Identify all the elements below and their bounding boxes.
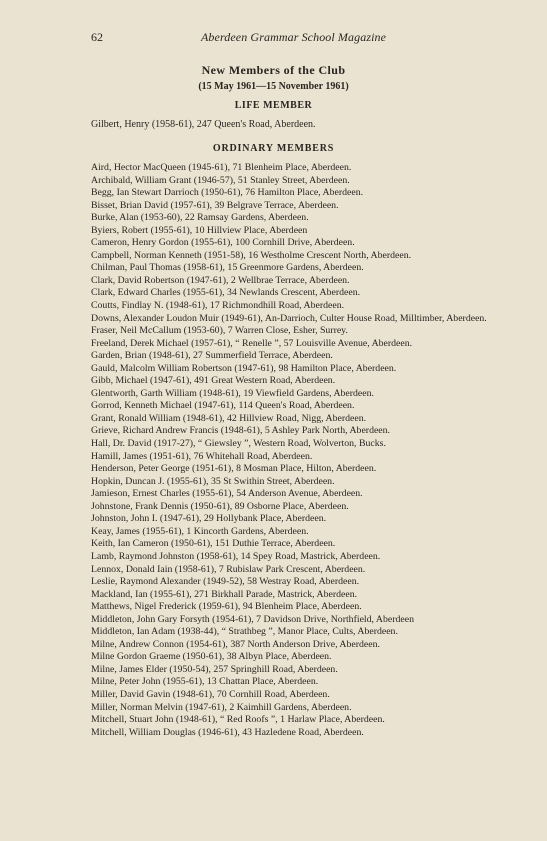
- page-header: [91, 30, 511, 48]
- member-entry: Middleton, John Gary Forsyth (1954-61), 7 Davidson Drive, Northfield, Aberdeen: [91, 613, 414, 625]
- member-entry: Miller, Norman Melvin (1947-61), 2 Kaimhill Gardens, Aberdeen.: [91, 701, 352, 713]
- member-entry: Burke, Alan (1953-60), 22 Ramsay Gardens, Aberdeen.: [91, 212, 309, 224]
- running-title: Aberdeen Grammar School Magazine: [201, 30, 387, 44]
- page-number: 62: [91, 30, 103, 44]
- member-entry: Archibald, William Grant (1946-57), 51 Stanley Street, Aberdeen.: [91, 174, 350, 186]
- section-title: New Members of the Club: [201, 63, 346, 77]
- member-entry: Middleton, Ian Adam (1938-44), “ Strathbeg ”, Manor Place, Cults, Aberdeen.: [91, 626, 398, 638]
- member-entry: Clark, Edward Charles (1955-61), 34 Newlands Crescent, Aberdeen.: [91, 287, 361, 299]
- member-entry: Jamieson, Ernest Charles (1955-61), 54 Anderson Avenue, Aberdeen.: [91, 488, 363, 500]
- member-entry: Campbell, Norman Kenneth (1951-58), 16 Westholme Crescent North, Aberdeen.: [91, 249, 412, 261]
- member-entry: Grant, Ronald William (1948-61), 42 Hillview Road, Nigg, Aberdeen.: [91, 412, 367, 424]
- member-entry: Milne Gordon Graeme (1950-61), 38 Albyn Place, Aberdeen.: [91, 651, 332, 663]
- member-entry: Clark, David Robertson (1947-61), 2 Wellbrae Terrace, Aberdeen.: [91, 274, 350, 286]
- member-entry: Miller, David Gavin (1948-61), 70 Cornhill Road, Aberdeen.: [91, 688, 330, 700]
- member-entry: Downs, Alexander Loudon Muir (1949-61), An-Darrioch, Culter House Road, Milltimber, Aberdeen.: [91, 312, 487, 324]
- member-entry: Milne, Peter John (1955-61), 13 Chattan Place, Aberdeen.: [91, 676, 319, 688]
- member-entry: Keith, Ian Cameron (1950-61), 151 Duthie Terrace, Aberdeen.: [91, 538, 336, 550]
- life-member-entry: Gilbert, Henry (1958-61), 247 Queen's Road, Aberdeen.: [91, 119, 316, 130]
- member-entry: Fraser, Neil McCallum (1953-60), 7 Warren Close, Esher, Surrey.: [91, 325, 348, 337]
- ordinary-members-list: [91, 162, 501, 739]
- member-entry: Hopkin, Duncan J. (1955-61), 35 St Swithin Street, Aberdeen.: [91, 475, 335, 487]
- life-member-heading: LIFE MEMBER: [234, 100, 313, 111]
- member-entry: Henderson, Peter George (1951-61), 8 Mosman Place, Hilton, Aberdeen.: [91, 463, 377, 475]
- member-entry: Freeland, Derek Michael (1957-61), “ Renelle ”, 57 Louisville Avenue, Aberdeen.: [91, 337, 413, 349]
- member-entry: Bisset, Brian David (1957-61), 39 Belgrave Terrace, Aberdeen.: [91, 199, 339, 211]
- member-entry: Gorrod, Kenneth Michael (1947-61), 114 Queen's Road, Aberdeen.: [91, 400, 355, 412]
- member-entry: Gibb, Michael (1947-61), 491 Great Western Road, Aberdeen.: [91, 375, 336, 387]
- member-entry: Chilman, Paul Thomas (1958-61), 15 Greenmore Gardens, Aberdeen.: [91, 262, 364, 274]
- member-entry: Coutts, Findlay N. (1948-61), 17 Richmondhill Road, Aberdeen.: [91, 300, 345, 312]
- member-entry: Gauld, Malcolm William Robertson (1947-61), 98 Hamilton Place, Aberdeen.: [91, 362, 397, 374]
- member-entry: Lamb, Raymond Johnston (1958-61), 14 Spey Road, Mastrick, Aberdeen.: [91, 550, 381, 562]
- member-entry: Aird, Hector MacQueen (1945-61), 71 Blenheim Place, Aberdeen.: [91, 162, 352, 173]
- member-entry: Mitchell, William Douglas (1946-61), 43 Hazledene Road, Aberdeen.: [91, 726, 364, 738]
- member-entry: Hamill, James (1951-61), 76 Whitehall Road, Aberdeen.: [91, 450, 313, 462]
- member-entry: Garden, Brian (1948-61), 27 Summerfield Terrace, Aberdeen.: [91, 350, 333, 362]
- member-entry: Cameron, Henry Gordon (1955-61), 100 Cornhill Drive, Aberdeen.: [91, 237, 355, 249]
- member-entry: Hall, Dr. David (1917-27), “ Giewsley ”, Western Road, Wolverton, Bucks.: [91, 438, 386, 450]
- member-entry: Lennox, Donald Iain (1958-61), 7 Rubislaw Park Crescent, Aberdeen.: [91, 563, 366, 575]
- member-entry: Mackland, Ian (1955-61), 271 Birkhall Parade, Mastrick, Aberdeen.: [91, 588, 358, 600]
- member-entry: Begg, Ian Stewart Darrioch (1950-61), 76 Hamilton Place, Aberdeen.: [91, 187, 364, 199]
- member-entry: Johnston, John I. (1947-61), 29 Hollybank Place, Aberdeen.: [91, 513, 327, 525]
- date-range: (15 May 1961—15 November 1961): [198, 81, 349, 92]
- member-entry: Johnstone, Frank Dennis (1950-61), 89 Osborne Place, Aberdeen.: [91, 500, 349, 512]
- member-entry: Glentworth, Garth William (1948-61), 19 Viewfield Gardens, Aberdeen.: [91, 387, 374, 399]
- member-entry: Grieve, Richard Andrew Francis (1948-61), 5 Ashley Park North, Aberdeen.: [91, 425, 391, 437]
- member-entry: Matthews, Nigel Frederick (1959-61), 94 Blenheim Place, Aberdeen.: [91, 601, 362, 613]
- member-entry: Milne, James Elder (1950-54), 257 Springhill Road, Aberdeen.: [91, 663, 338, 675]
- member-entry: Byiers, Robert (1955-61), 10 Hillview Place, Aberdeen: [91, 224, 308, 236]
- member-entry: Milne, Andrew Connon (1954-61), 387 North Anderson Drive, Aberdeen.: [91, 638, 380, 650]
- member-entry: Mitchell, Stuart John (1948-61), “ Red Roofs ”, 1 Harlaw Place, Aberdeen.: [91, 714, 385, 726]
- ordinary-members-heading: ORDINARY MEMBERS: [212, 143, 335, 154]
- member-entry: Keay, James (1955-61), 1 Kincorth Gardens, Aberdeen.: [91, 525, 309, 537]
- member-entry: Leslie, Raymond Alexander (1949-52), 58 Westray Road, Aberdeen.: [91, 576, 360, 588]
